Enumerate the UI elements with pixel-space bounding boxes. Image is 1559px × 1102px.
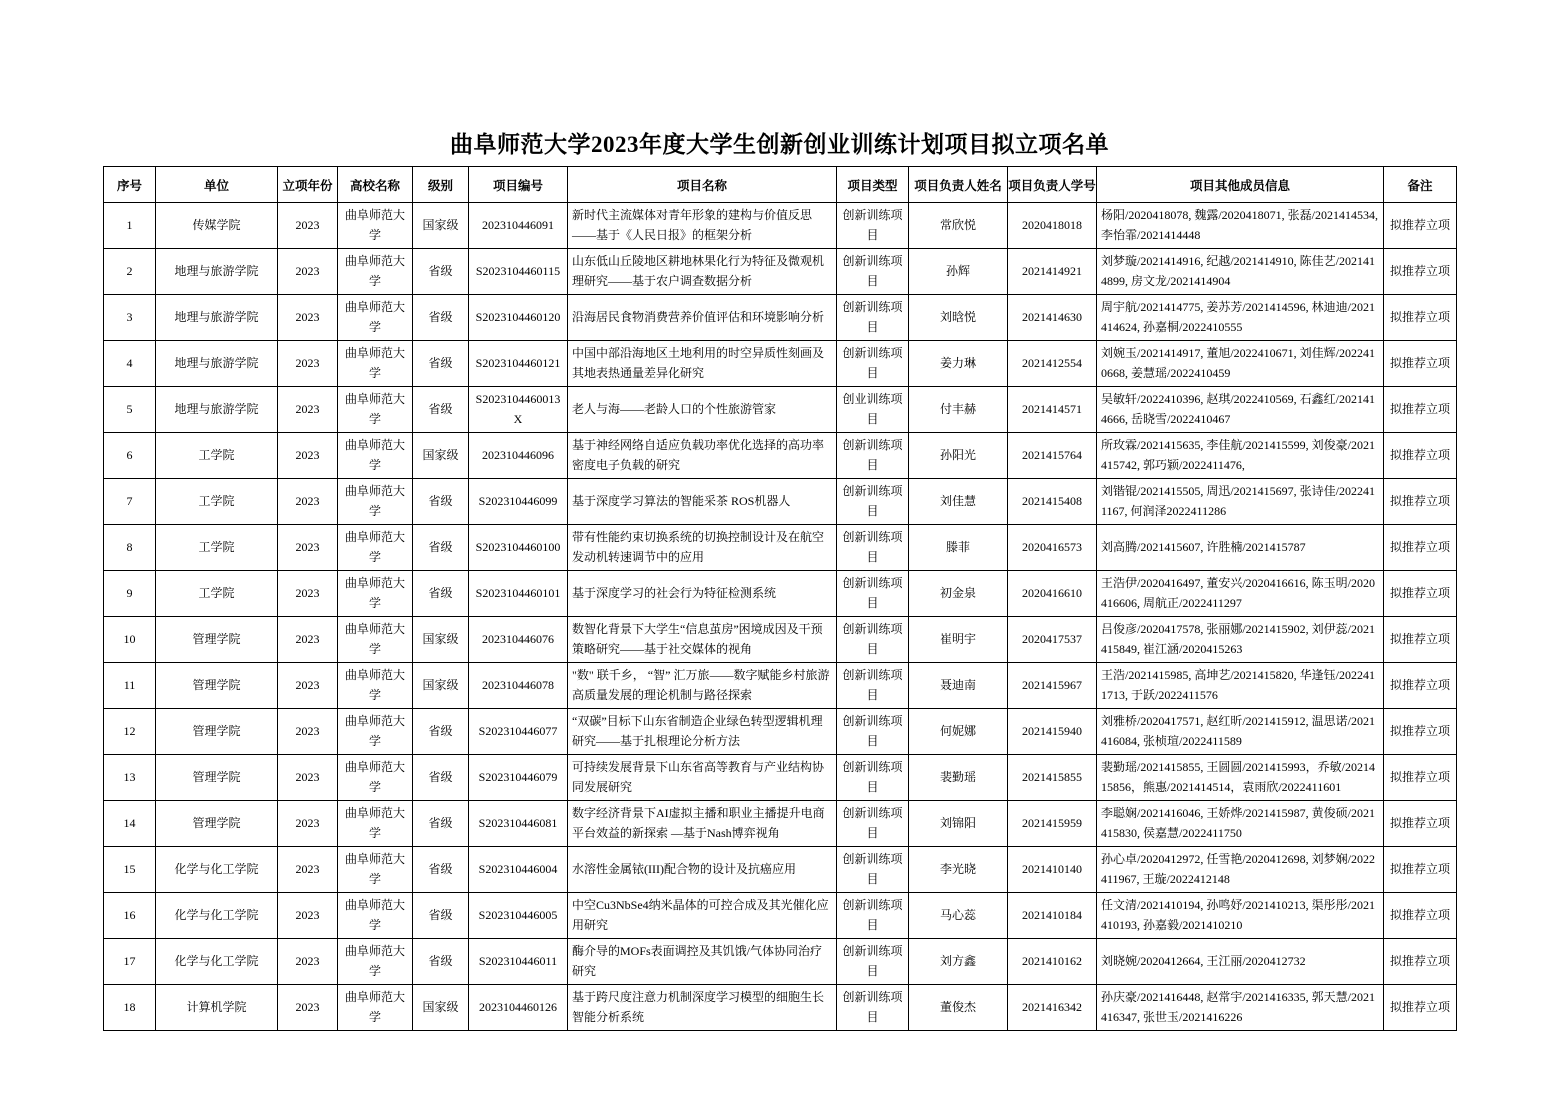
table-row — [104, 479, 1457, 525]
cell-index: 12 — [104, 709, 156, 755]
cell-leader_id: 2021416342 — [1008, 985, 1097, 1031]
table-row — [104, 387, 1457, 433]
column-header-project_no: 项目编号 — [469, 167, 568, 203]
cell-leader_name: 裴勤瑶 — [909, 755, 1008, 801]
cell-index: 5 — [104, 387, 156, 433]
cell-level: 省级 — [413, 479, 469, 525]
cell-members: 杨阳/2020418078, 魏露/2020418071, 张磊/2021414534, 李怡霏/2021414448 — [1097, 203, 1384, 249]
cell-leader_name: 付丰赫 — [909, 387, 1008, 433]
cell-leader_name: 董俊杰 — [909, 985, 1008, 1031]
cell-project_no: S2023104460101 — [469, 571, 568, 617]
column-header-project_name: 项目名称 — [568, 167, 837, 203]
cell-university: 曲阜师范大学 — [338, 939, 413, 985]
cell-unit: 地理与旅游学院 — [156, 341, 278, 387]
table-row — [104, 249, 1457, 295]
table-row — [104, 801, 1457, 847]
cell-remark: 拟推荐立项 — [1384, 525, 1457, 571]
cell-project_no: S2023104460100 — [469, 525, 568, 571]
cell-project_type: 创新训练项目 — [837, 847, 909, 893]
cell-project_name: 基于深度学习的社会行为特征检测系统 — [568, 571, 837, 617]
cell-index: 18 — [104, 985, 156, 1031]
cell-leader_id: 2020416573 — [1008, 525, 1097, 571]
cell-level: 省级 — [413, 893, 469, 939]
document-page — [103, 126, 1456, 1031]
cell-index: 15 — [104, 847, 156, 893]
cell-level: 省级 — [413, 709, 469, 755]
cell-index: 10 — [104, 617, 156, 663]
cell-leader_id: 2021410162 — [1008, 939, 1097, 985]
cell-university: 曲阜师范大学 — [338, 847, 413, 893]
cell-project_type: 创新训练项目 — [837, 203, 909, 249]
cell-leader_id: 2020418018 — [1008, 203, 1097, 249]
cell-year: 2023 — [278, 939, 338, 985]
cell-members: 刘梦璇/2021414916, 纪越/2021414910, 陈佳艺/2021414899, 房文龙/2021414904 — [1097, 249, 1384, 295]
cell-index: 8 — [104, 525, 156, 571]
cell-level: 国家级 — [413, 663, 469, 709]
cell-project_name: 可持续发展背景下山东省高等教育与产业结构协同发展研究 — [568, 755, 837, 801]
cell-unit: 管理学院 — [156, 755, 278, 801]
cell-remark: 拟推荐立项 — [1384, 893, 1457, 939]
cell-year: 2023 — [278, 295, 338, 341]
cell-level: 省级 — [413, 847, 469, 893]
cell-index: 2 — [104, 249, 156, 295]
table-row — [104, 617, 1457, 663]
cell-leader_name: 刘方鑫 — [909, 939, 1008, 985]
cell-project_type: 创新训练项目 — [837, 617, 909, 663]
cell-members: 裴勤瑶/2021415855, 王圆圆/2021415993，乔敏/2021415856，熊惠/2021414514，袁雨欣/2022411601 — [1097, 755, 1384, 801]
table-row — [104, 985, 1457, 1031]
cell-leader_name: 马心蕊 — [909, 893, 1008, 939]
cell-project_type: 创新训练项目 — [837, 341, 909, 387]
column-header-project_type: 项目类型 — [837, 167, 909, 203]
cell-index: 11 — [104, 663, 156, 709]
cell-leader_name: 刘锦阳 — [909, 801, 1008, 847]
cell-leader_id: 2020416610 — [1008, 571, 1097, 617]
cell-members: 刘高腾/2021415607, 许胜楠/2021415787 — [1097, 525, 1384, 571]
cell-leader_name: 初金泉 — [909, 571, 1008, 617]
cell-project_type: 创新训练项目 — [837, 663, 909, 709]
cell-leader_name: 姜力琳 — [909, 341, 1008, 387]
cell-unit: 地理与旅游学院 — [156, 387, 278, 433]
cell-project_type: 创新训练项目 — [837, 801, 909, 847]
cell-leader_name: 何妮娜 — [909, 709, 1008, 755]
cell-unit: 工学院 — [156, 479, 278, 525]
table-body — [104, 203, 1457, 1031]
table-row — [104, 571, 1457, 617]
cell-index: 4 — [104, 341, 156, 387]
cell-project_no: 2023104460126 — [469, 985, 568, 1031]
cell-unit: 传媒学院 — [156, 203, 278, 249]
column-header-members: 项目其他成员信息 — [1097, 167, 1384, 203]
cell-members: 吴敏轩/2022410396, 赵琪/2022410569, 石鑫红/2021414666, 岳晓雪/2022410467 — [1097, 387, 1384, 433]
cell-leader_id: 2021414630 — [1008, 295, 1097, 341]
cell-university: 曲阜师范大学 — [338, 985, 413, 1031]
cell-unit: 管理学院 — [156, 801, 278, 847]
cell-project_type: 创新训练项目 — [837, 479, 909, 525]
table-row — [104, 893, 1457, 939]
cell-leader_id: 2021410140 — [1008, 847, 1097, 893]
table-row — [104, 755, 1457, 801]
cell-project_name: 山东低山丘陵地区耕地林果化行为特征及微观机理研究——基于农户调查数据分析 — [568, 249, 837, 295]
cell-year: 2023 — [278, 249, 338, 295]
table-row — [104, 295, 1457, 341]
cell-year: 2023 — [278, 985, 338, 1031]
cell-year: 2023 — [278, 479, 338, 525]
column-header-leader_id: 项目负责人学号 — [1008, 167, 1097, 203]
cell-university: 曲阜师范大学 — [338, 617, 413, 663]
cell-leader_id: 2020417537 — [1008, 617, 1097, 663]
cell-year: 2023 — [278, 387, 338, 433]
header-row — [104, 167, 1457, 203]
cell-project_name: 基于跨尺度注意力机制深度学习模型的细胞生长智能分析系统 — [568, 985, 837, 1031]
cell-project_name: 基于神经网络自适应负载功率优化选择的高功率密度电子负载的研究 — [568, 433, 837, 479]
cell-project_no: 202310446078 — [469, 663, 568, 709]
cell-project_no: S202310446079 — [469, 755, 568, 801]
cell-unit: 管理学院 — [156, 709, 278, 755]
cell-year: 2023 — [278, 433, 338, 479]
cell-year: 2023 — [278, 617, 338, 663]
cell-project_name: 老人与海——老龄人口的个性旅游管家 — [568, 387, 837, 433]
table-row — [104, 433, 1457, 479]
column-header-leader_name: 项目负责人姓名 — [909, 167, 1008, 203]
cell-university: 曲阜师范大学 — [338, 893, 413, 939]
cell-remark: 拟推荐立项 — [1384, 479, 1457, 525]
cell-leader_id: 2021415855 — [1008, 755, 1097, 801]
cell-members: 孙心卓/2020412972, 任雪艳/2020412698, 刘梦娴/2022411967, 王璇/2022412148 — [1097, 847, 1384, 893]
cell-leader_id: 2021415959 — [1008, 801, 1097, 847]
cell-university: 曲阜师范大学 — [338, 525, 413, 571]
column-header-index: 序号 — [104, 167, 156, 203]
cell-project_type: 创新训练项目 — [837, 295, 909, 341]
cell-leader_name: 孙阳光 — [909, 433, 1008, 479]
cell-remark: 拟推荐立项 — [1384, 985, 1457, 1031]
cell-year: 2023 — [278, 341, 338, 387]
cell-unit: 地理与旅游学院 — [156, 295, 278, 341]
cell-year: 2023 — [278, 801, 338, 847]
cell-project_no: S202310446011 — [469, 939, 568, 985]
cell-project_name: 带有性能约束切换系统的切换控制设计及在航空发动机转速调节中的应用 — [568, 525, 837, 571]
cell-project_type: 创新训练项目 — [837, 709, 909, 755]
cell-index: 7 — [104, 479, 156, 525]
cell-level: 省级 — [413, 571, 469, 617]
cell-project_name: 中国中部沿海地区土地利用的时空异质性刻画及其地表热通量差异化研究 — [568, 341, 837, 387]
cell-remark: 拟推荐立项 — [1384, 433, 1457, 479]
cell-leader_name: 崔明宇 — [909, 617, 1008, 663]
cell-project_type: 创新训练项目 — [837, 249, 909, 295]
cell-project_no: 202310446096 — [469, 433, 568, 479]
cell-remark: 拟推荐立项 — [1384, 755, 1457, 801]
cell-project_type: 创新训练项目 — [837, 755, 909, 801]
cell-project_name: 基于深度学习算法的智能采茶 ROS机器人 — [568, 479, 837, 525]
cell-remark: 拟推荐立项 — [1384, 249, 1457, 295]
cell-unit: 管理学院 — [156, 617, 278, 663]
cell-year: 2023 — [278, 203, 338, 249]
cell-leader_id: 2021410184 — [1008, 893, 1097, 939]
cell-university: 曲阜师范大学 — [338, 801, 413, 847]
cell-level: 省级 — [413, 341, 469, 387]
cell-unit: 工学院 — [156, 571, 278, 617]
cell-index: 1 — [104, 203, 156, 249]
table-row — [104, 203, 1457, 249]
column-header-year: 立项年份 — [278, 167, 338, 203]
cell-project_name: 酶介导的MOFs表面调控及其饥饿/气体协同治疗研究 — [568, 939, 837, 985]
cell-university: 曲阜师范大学 — [338, 203, 413, 249]
cell-members: 王浩/2021415985, 高坤艺/2021415820, 华逢钰/2022411713, 于跃/2022411576 — [1097, 663, 1384, 709]
column-header-unit: 单位 — [156, 167, 278, 203]
cell-project_name: "数" 联千乡， “智” 汇万旅——数字赋能乡村旅游高质量发展的理论机制与路径探索 — [568, 663, 837, 709]
cell-level: 国家级 — [413, 985, 469, 1031]
cell-unit: 计算机学院 — [156, 985, 278, 1031]
table-row — [104, 939, 1457, 985]
cell-university: 曲阜师范大学 — [338, 249, 413, 295]
cell-level: 国家级 — [413, 433, 469, 479]
cell-university: 曲阜师范大学 — [338, 571, 413, 617]
cell-project_name: 水溶性金属铱(III)配合物的设计及抗癌应用 — [568, 847, 837, 893]
cell-index: 14 — [104, 801, 156, 847]
cell-year: 2023 — [278, 571, 338, 617]
cell-remark: 拟推荐立项 — [1384, 847, 1457, 893]
cell-leader_id: 2021415408 — [1008, 479, 1097, 525]
cell-remark: 拟推荐立项 — [1384, 663, 1457, 709]
column-header-remark: 备注 — [1384, 167, 1457, 203]
table-row — [104, 341, 1457, 387]
cell-university: 曲阜师范大学 — [338, 479, 413, 525]
cell-project_no: S2023104460013X — [469, 387, 568, 433]
cell-project_no: S2023104460120 — [469, 295, 568, 341]
cell-leader_name: 刘佳慧 — [909, 479, 1008, 525]
cell-project_type: 创新训练项目 — [837, 939, 909, 985]
cell-members: 孙庆豪/2021416448, 赵常宇/2021416335, 郭天慧/2021416347, 张世玉/2021416226 — [1097, 985, 1384, 1031]
cell-remark: 拟推荐立项 — [1384, 939, 1457, 985]
cell-members: 所玫霖/2021415635, 李佳航/2021415599, 刘俊豪/2021415742, 郭巧颖/2022411476, — [1097, 433, 1384, 479]
cell-university: 曲阜师范大学 — [338, 387, 413, 433]
cell-index: 9 — [104, 571, 156, 617]
cell-level: 省级 — [413, 801, 469, 847]
cell-project_type: 创新训练项目 — [837, 571, 909, 617]
cell-level: 国家级 — [413, 203, 469, 249]
cell-project_no: S202310446077 — [469, 709, 568, 755]
cell-project_no: 202310446076 — [469, 617, 568, 663]
table-row — [104, 525, 1457, 571]
cell-university: 曲阜师范大学 — [338, 663, 413, 709]
cell-leader_name: 聂迪南 — [909, 663, 1008, 709]
cell-project_no: S202310446099 — [469, 479, 568, 525]
cell-level: 省级 — [413, 939, 469, 985]
cell-members: 吕俊彦/2020417578, 张丽娜/2021415902, 刘伊蕊/2021415849, 崔江涵/2020415263 — [1097, 617, 1384, 663]
cell-remark: 拟推荐立项 — [1384, 571, 1457, 617]
cell-university: 曲阜师范大学 — [338, 341, 413, 387]
column-header-level: 级别 — [413, 167, 469, 203]
cell-members: 刘雅桥/2020417571, 赵红昕/2021415912, 温思诺/2021416084, 张桢瑄/2022411589 — [1097, 709, 1384, 755]
cell-remark: 拟推荐立项 — [1384, 341, 1457, 387]
table-row — [104, 847, 1457, 893]
cell-year: 2023 — [278, 847, 338, 893]
cell-index: 13 — [104, 755, 156, 801]
cell-project_name: “双碳”目标下山东省制造企业绿色转型逻辑机理研究——基于扎根理论分析方法 — [568, 709, 837, 755]
cell-project_no: S202310446005 — [469, 893, 568, 939]
projects-table — [103, 166, 1457, 1031]
cell-project_no: S2023104460115 — [469, 249, 568, 295]
cell-university: 曲阜师范大学 — [338, 755, 413, 801]
cell-project_name: 新时代主流媒体对青年形象的建构与价值反思——基于《人民日报》的框架分析 — [568, 203, 837, 249]
cell-members: 李聪娴/2021416046, 王娇烨/2021415987, 黄俊硕/2021415830, 侯嘉慧/2022411750 — [1097, 801, 1384, 847]
cell-university: 曲阜师范大学 — [338, 433, 413, 479]
cell-remark: 拟推荐立项 — [1384, 203, 1457, 249]
cell-leader_name: 李光晓 — [909, 847, 1008, 893]
cell-members: 刘晓婉/2020412664, 王江丽/2020412732 — [1097, 939, 1384, 985]
cell-index: 17 — [104, 939, 156, 985]
cell-leader_id: 2021415940 — [1008, 709, 1097, 755]
cell-leader_name: 常欣悦 — [909, 203, 1008, 249]
cell-year: 2023 — [278, 755, 338, 801]
cell-leader_name: 滕菲 — [909, 525, 1008, 571]
cell-project_no: S2023104460121 — [469, 341, 568, 387]
cell-leader_id: 2021414921 — [1008, 249, 1097, 295]
cell-leader_id: 2021415967 — [1008, 663, 1097, 709]
cell-members: 王浩伊/2020416497, 董安兴/2020416616, 陈玉明/2020416606, 周航正/2022411297 — [1097, 571, 1384, 617]
cell-project_type: 创新训练项目 — [837, 433, 909, 479]
cell-remark: 拟推荐立项 — [1384, 709, 1457, 755]
page-title: 曲阜师范大学2023年度大学生创新创业训练计划项目拟立项名单 — [450, 132, 1109, 157]
cell-remark: 拟推荐立项 — [1384, 295, 1457, 341]
table-row — [104, 663, 1457, 709]
cell-leader_id: 2021414571 — [1008, 387, 1097, 433]
cell-unit: 工学院 — [156, 433, 278, 479]
cell-project_no: S202310446081 — [469, 801, 568, 847]
cell-level: 省级 — [413, 755, 469, 801]
cell-index: 6 — [104, 433, 156, 479]
cell-level: 省级 — [413, 249, 469, 295]
cell-level: 国家级 — [413, 617, 469, 663]
cell-members: 刘婉玉/2021414917, 董旭/2022410671, 刘佳辉/2022410668, 姜慧瑶/2022410459 — [1097, 341, 1384, 387]
cell-level: 省级 — [413, 295, 469, 341]
cell-university: 曲阜师范大学 — [338, 709, 413, 755]
cell-year: 2023 — [278, 709, 338, 755]
cell-members: 刘锴锟/2021415505, 周迅/2021415697, 张诗佳/2022411167, 何润泽2022411286 — [1097, 479, 1384, 525]
cell-project_no: 202310446091 — [469, 203, 568, 249]
cell-university: 曲阜师范大学 — [338, 295, 413, 341]
cell-leader_name: 刘晗悦 — [909, 295, 1008, 341]
cell-year: 2023 — [278, 663, 338, 709]
table-row — [104, 709, 1457, 755]
cell-project_name: 数智化背景下大学生“信息茧房”困境成因及干预策略研究——基于社交媒体的视角 — [568, 617, 837, 663]
cell-leader_name: 孙辉 — [909, 249, 1008, 295]
cell-project_no: S202310446004 — [469, 847, 568, 893]
cell-index: 3 — [104, 295, 156, 341]
cell-project_name: 沿海居民食物消费营养价值评估和环境影响分析 — [568, 295, 837, 341]
cell-project_name: 中空Cu3NbSe4纳米晶体的可控合成及其光催化应用研究 — [568, 893, 837, 939]
cell-unit: 化学与化工学院 — [156, 847, 278, 893]
cell-year: 2023 — [278, 525, 338, 571]
column-header-university: 高校名称 — [338, 167, 413, 203]
cell-project_type: 创新训练项目 — [837, 525, 909, 571]
cell-project_name: 数字经济背景下AI虚拟主播和职业主播提升电商平台效益的新探索 —基于Nash博弈视角 — [568, 801, 837, 847]
cell-remark: 拟推荐立项 — [1384, 617, 1457, 663]
cell-unit: 化学与化工学院 — [156, 893, 278, 939]
cell-project_type: 创新训练项目 — [837, 985, 909, 1031]
cell-members: 周宇航/2021414775, 姜苏芳/2021414596, 林迪迪/2021414624, 孙嘉桐/2022410555 — [1097, 295, 1384, 341]
cell-project_type: 创新训练项目 — [837, 893, 909, 939]
cell-remark: 拟推荐立项 — [1384, 387, 1457, 433]
cell-unit: 工学院 — [156, 525, 278, 571]
cell-unit: 地理与旅游学院 — [156, 249, 278, 295]
cell-project_type: 创业训练项目 — [837, 387, 909, 433]
cell-unit: 化学与化工学院 — [156, 939, 278, 985]
cell-level: 省级 — [413, 387, 469, 433]
cell-remark: 拟推荐立项 — [1384, 801, 1457, 847]
cell-members: 任文清/2021410194, 孙鸣妤/2021410213, 渠彤彤/2021410193, 孙嘉毅/2021410210 — [1097, 893, 1384, 939]
cell-unit: 管理学院 — [156, 663, 278, 709]
cell-year: 2023 — [278, 893, 338, 939]
cell-index: 16 — [104, 893, 156, 939]
cell-level: 省级 — [413, 525, 469, 571]
cell-leader_id: 2021412554 — [1008, 341, 1097, 387]
cell-leader_id: 2021415764 — [1008, 433, 1097, 479]
